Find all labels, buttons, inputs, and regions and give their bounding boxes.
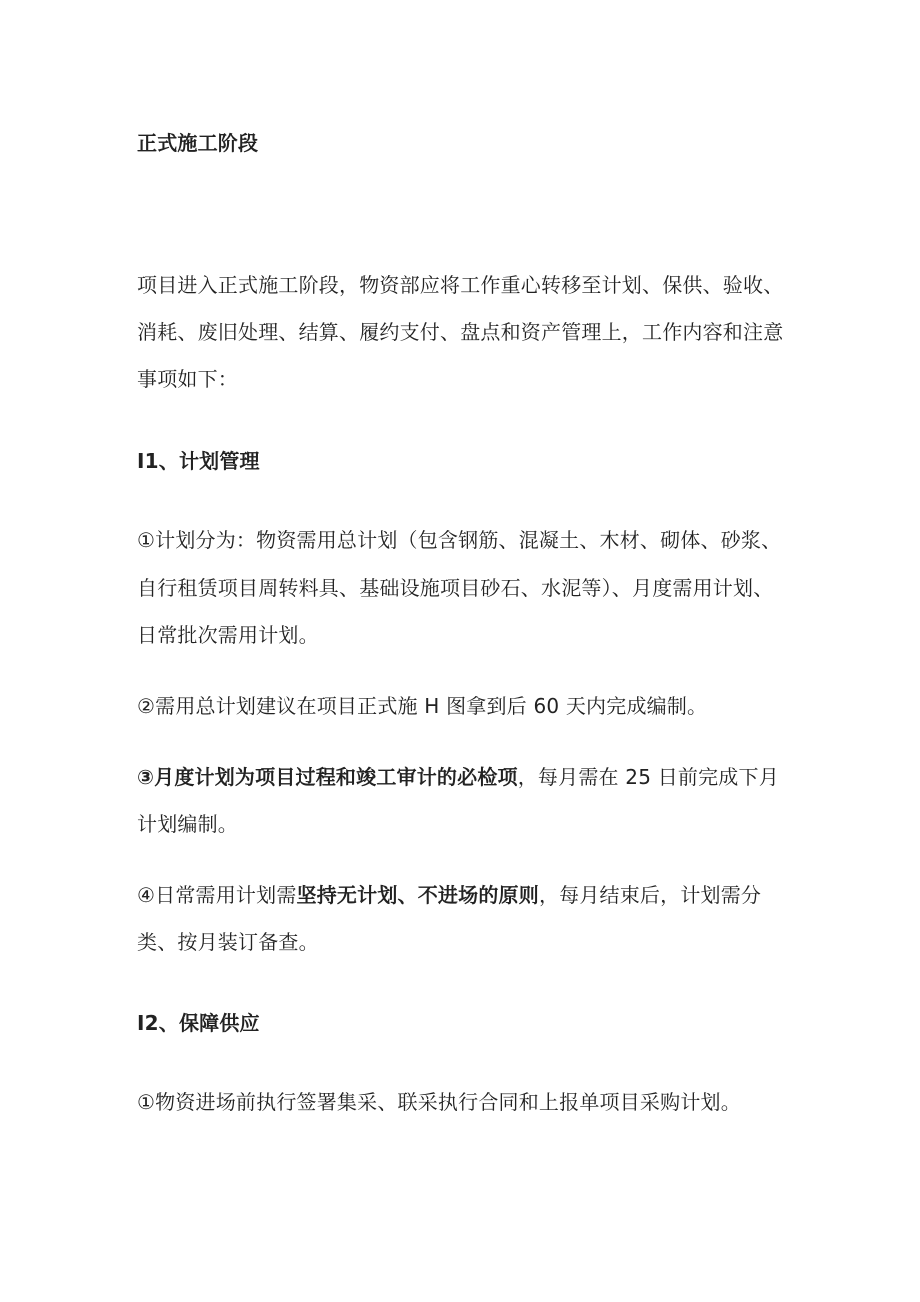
plan-item-1-line: ①计划分为：物资需用总计划（包含钢筋、混凝土、木材、砌体、砂浆、 (137, 528, 782, 552)
plan-item-3-rest: ，每月需在 25 日前完成下月 (517, 765, 779, 789)
plan-item-1-line: 自行租赁项目周转料具、基础设施项目砂石、水泥等）、月度需用计划、 (137, 576, 774, 600)
plan-item-3-line: 计划编制。 (137, 812, 238, 836)
plan-item-3-bold: ③月度计划为项目过程和竣工审计的必检项 (137, 765, 518, 789)
intro-line: 事项如下： (137, 367, 238, 391)
intro-line: 项目进入正式施工阶段，物资部应将工作重心转移至计划、保供、验收、 (137, 273, 784, 297)
supply-item-1-line: ①物资进场前执行签署集采、联采执行合同和上报单项目采购计划。 (137, 1090, 741, 1114)
plan-item-1-line: 日常批次需用计划。 (137, 623, 319, 647)
plan-item-4-bold: 坚持无计划、不进场的原则 (296, 883, 539, 907)
plan-item-4-line: 类、按月装订备查。 (137, 930, 319, 954)
plan-item-2-line: ②需用总计划建议在项目正式施 H 图拿到后 60 天内完成编制。 (137, 694, 708, 718)
plan-item-4-rest: ，每月结束后，计划需分 (538, 883, 762, 907)
section-heading-plan-management: I1、计划管理 (137, 449, 260, 473)
plan-item-3-line (137, 765, 779, 789)
plan-item-4-line (137, 883, 761, 907)
document-title: 正式施工阶段 (137, 131, 259, 155)
plan-item-4-prefix: ④日常需用计划需 (137, 883, 297, 907)
section-heading-supply-guarantee: I2、保障供应 (137, 1011, 260, 1035)
intro-line: 消耗、废旧处理、结算、履约支付、盘点和资产管理上，工作内容和注意 (137, 320, 784, 344)
